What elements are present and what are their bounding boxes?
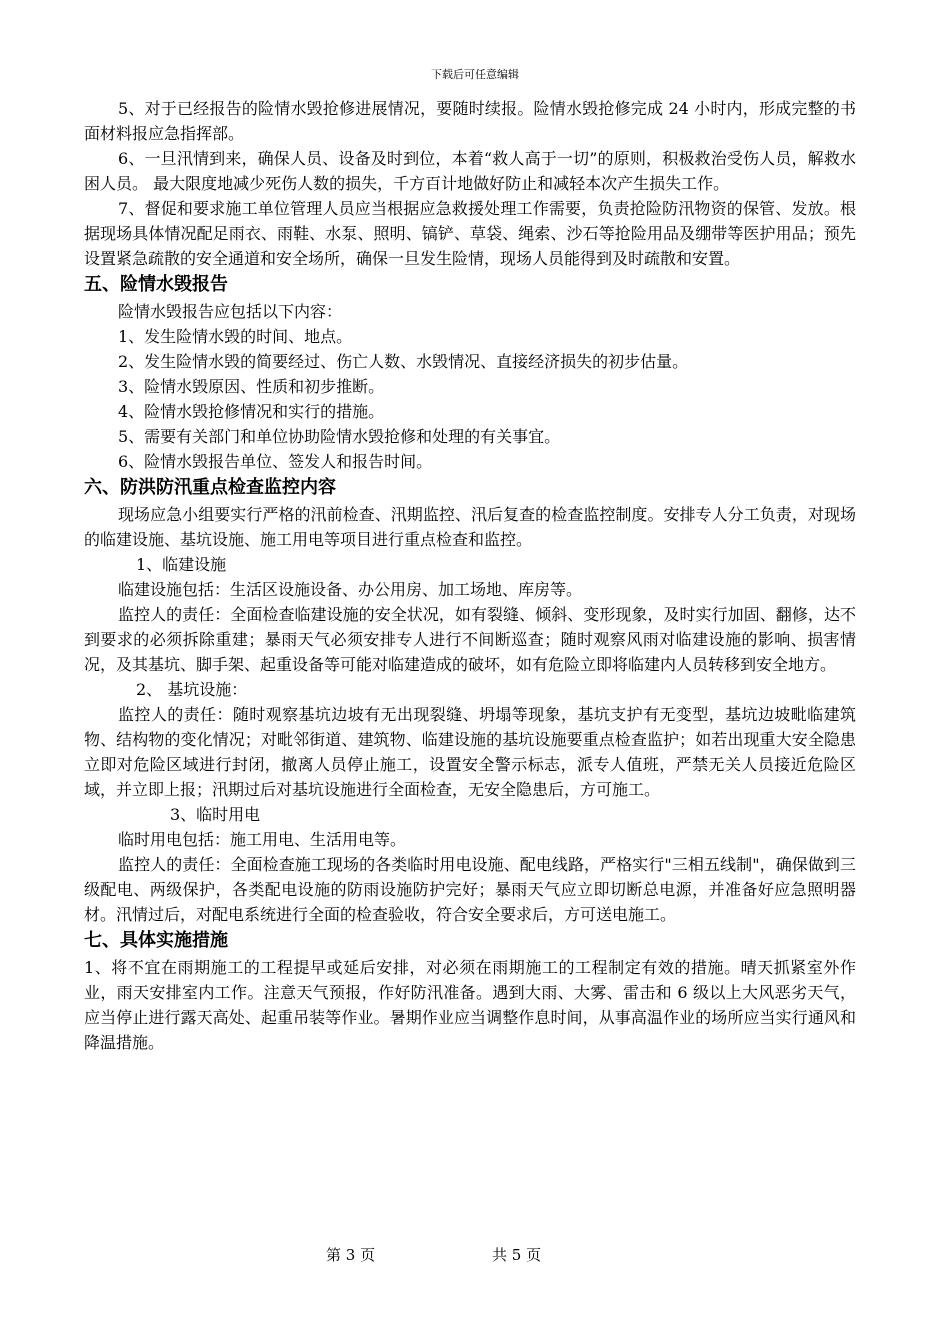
section-6-heading: 六、防洪防汛重点检查监控内容 (84, 477, 336, 498)
paragraph-6: 6、一旦汛情到来，确保人员、设备及时到位，本着“救人高于一切”的原则，积极救治受伤人员，解救水困人员。 最大限度地减少死伤人数的损失，千方百计地做好防止和减轻本次产生损失工作。 (84, 149, 856, 193)
page-header: 下载后可任意编辑 (431, 68, 519, 81)
section-5-item-4: 4、险情水毁抢修情况和实行的措施。 (118, 402, 385, 421)
section-5-intro: 险情水毁报告应包括以下内容： (118, 302, 343, 321)
paragraph-7: 7、督促和要求施工单位管理人员应当根据应急救援处理工作需要，负责抢险防汛物资的保管、发放。根据现场具体情况配足雨衣、雨鞋、水泵、照明、镐铲、草袋、绳索、沙石等抢险用品及绷带等医护用品；预先设置紧急疏散的安全通道和安全场所，确保一旦发生险情，现场人员能得到及时疏散和安置。 (84, 199, 856, 268)
subsection-1-title: 1、临建设施 (136, 555, 227, 574)
subsection-1-duty: 监控人的责任：全面检查临建设施的安全状况，如有裂缝、倾斜、变形现象，及时实行加固、翻修，达不到要求的必须拆除重建；暴雨天气必须安排专人进行不间断巡查；随时观察风雨对临建设施的影响、损害情况，及其基坑、脚手架、起重设备等可能对临建造成的破坏，如有危险立即将临建内人员转移到安全地方。 (84, 605, 856, 674)
page-total: 共 5 页 (492, 1246, 542, 1264)
section-7-paragraph: 1、将不宜在雨期施工的工程提早或延后安排，对必须在雨期施工的工程制定有效的措施。晴天抓紧室外作业，雨天安排室内工作。注意天气预报，作好防汛准备。遇到大雨、大雾、雷击和 6 级以上大风恶劣天气，应当停止进行露天高处、起重吊装等作业。暑期作业应当调整作息时间，从事高温作业的场所应当实行通风和降温措施。 (84, 958, 856, 1052)
section-5-item-3: 3、险情水毁原因、性质和初步推断。 (118, 377, 385, 396)
section-6-intro: 现场应急小组要实行严格的汛前检查、汛期监控、汛后复查的检查监控制度。安排专人分工负责，对现场的临建设施、基坑设施、施工用电等项目进行重点检查和监控。 (84, 505, 856, 549)
section-5-heading: 五、险情水毁报告 (84, 274, 228, 295)
paragraph-5: 5、对于已经报告的险情水毁抢修进展情况，要随时续报。险情水毁抢修完成 24 小时内，形成完整的书面材料报应急指挥部。 (84, 99, 856, 143)
subsection-3-title: 3、临时用电 (170, 805, 261, 824)
section-5-item-2: 2、发生险情水毁的简要经过、伤亡人数、水毁情况、直接经济损失的初步估量。 (118, 352, 689, 371)
section-5-item-1: 1、发生险情水毁的时间、地点。 (118, 327, 353, 346)
subsection-1-scope: 临建设施包括：生活区设施设备、办公用房、加工场地、库房等。 (118, 580, 583, 599)
subsection-2-duty: 监控人的责任：随时观察基坑边坡有无出现裂缝、坍塌等现象，基坑支护有无变型，基坑边坡毗临建筑物、结构物的变化情况；对毗邻街道、建筑物、临建设施的基坑设施要重点检查监护；如若出现重大安全隐患立即对危险区域进行封闭，撤离人员停止施工，设置安全警示标志，派专人值班，严禁无关人员接近危险区域，并立即上报；汛期过后对基坑设施进行全面检查，无安全隐患后，方可施工。 (84, 705, 856, 799)
section-7-heading: 七、具体实施措施 (84, 930, 228, 951)
page-number: 第 3 页 (326, 1246, 376, 1264)
section-5-item-5: 5、需要有关部门和单位协助险情水毁抢修和处理的有关事宜。 (118, 427, 561, 446)
subsection-3-scope: 临时用电包括：施工用电、生活用电等。 (118, 830, 407, 849)
section-5-item-6: 6、险情水毁报告单位、签发人和报告时间。 (118, 452, 433, 471)
subsection-3-duty: 监控人的责任：全面检查施工现场的各类临时用电设施、配电线路，严格实行"三相五线制"，确保做到三级配电、两级保护，各类配电设施的防雨设施防护完好；暴雨天气应立即切断总电源，并准备好应急照明器材。汛情过后，对配电系统进行全面的检查验收，符合安全要求后，方可送电施工。 (84, 855, 856, 924)
document-body (84, 96, 856, 1055)
subsection-2-title: 2、 基坑设施： (136, 680, 248, 699)
